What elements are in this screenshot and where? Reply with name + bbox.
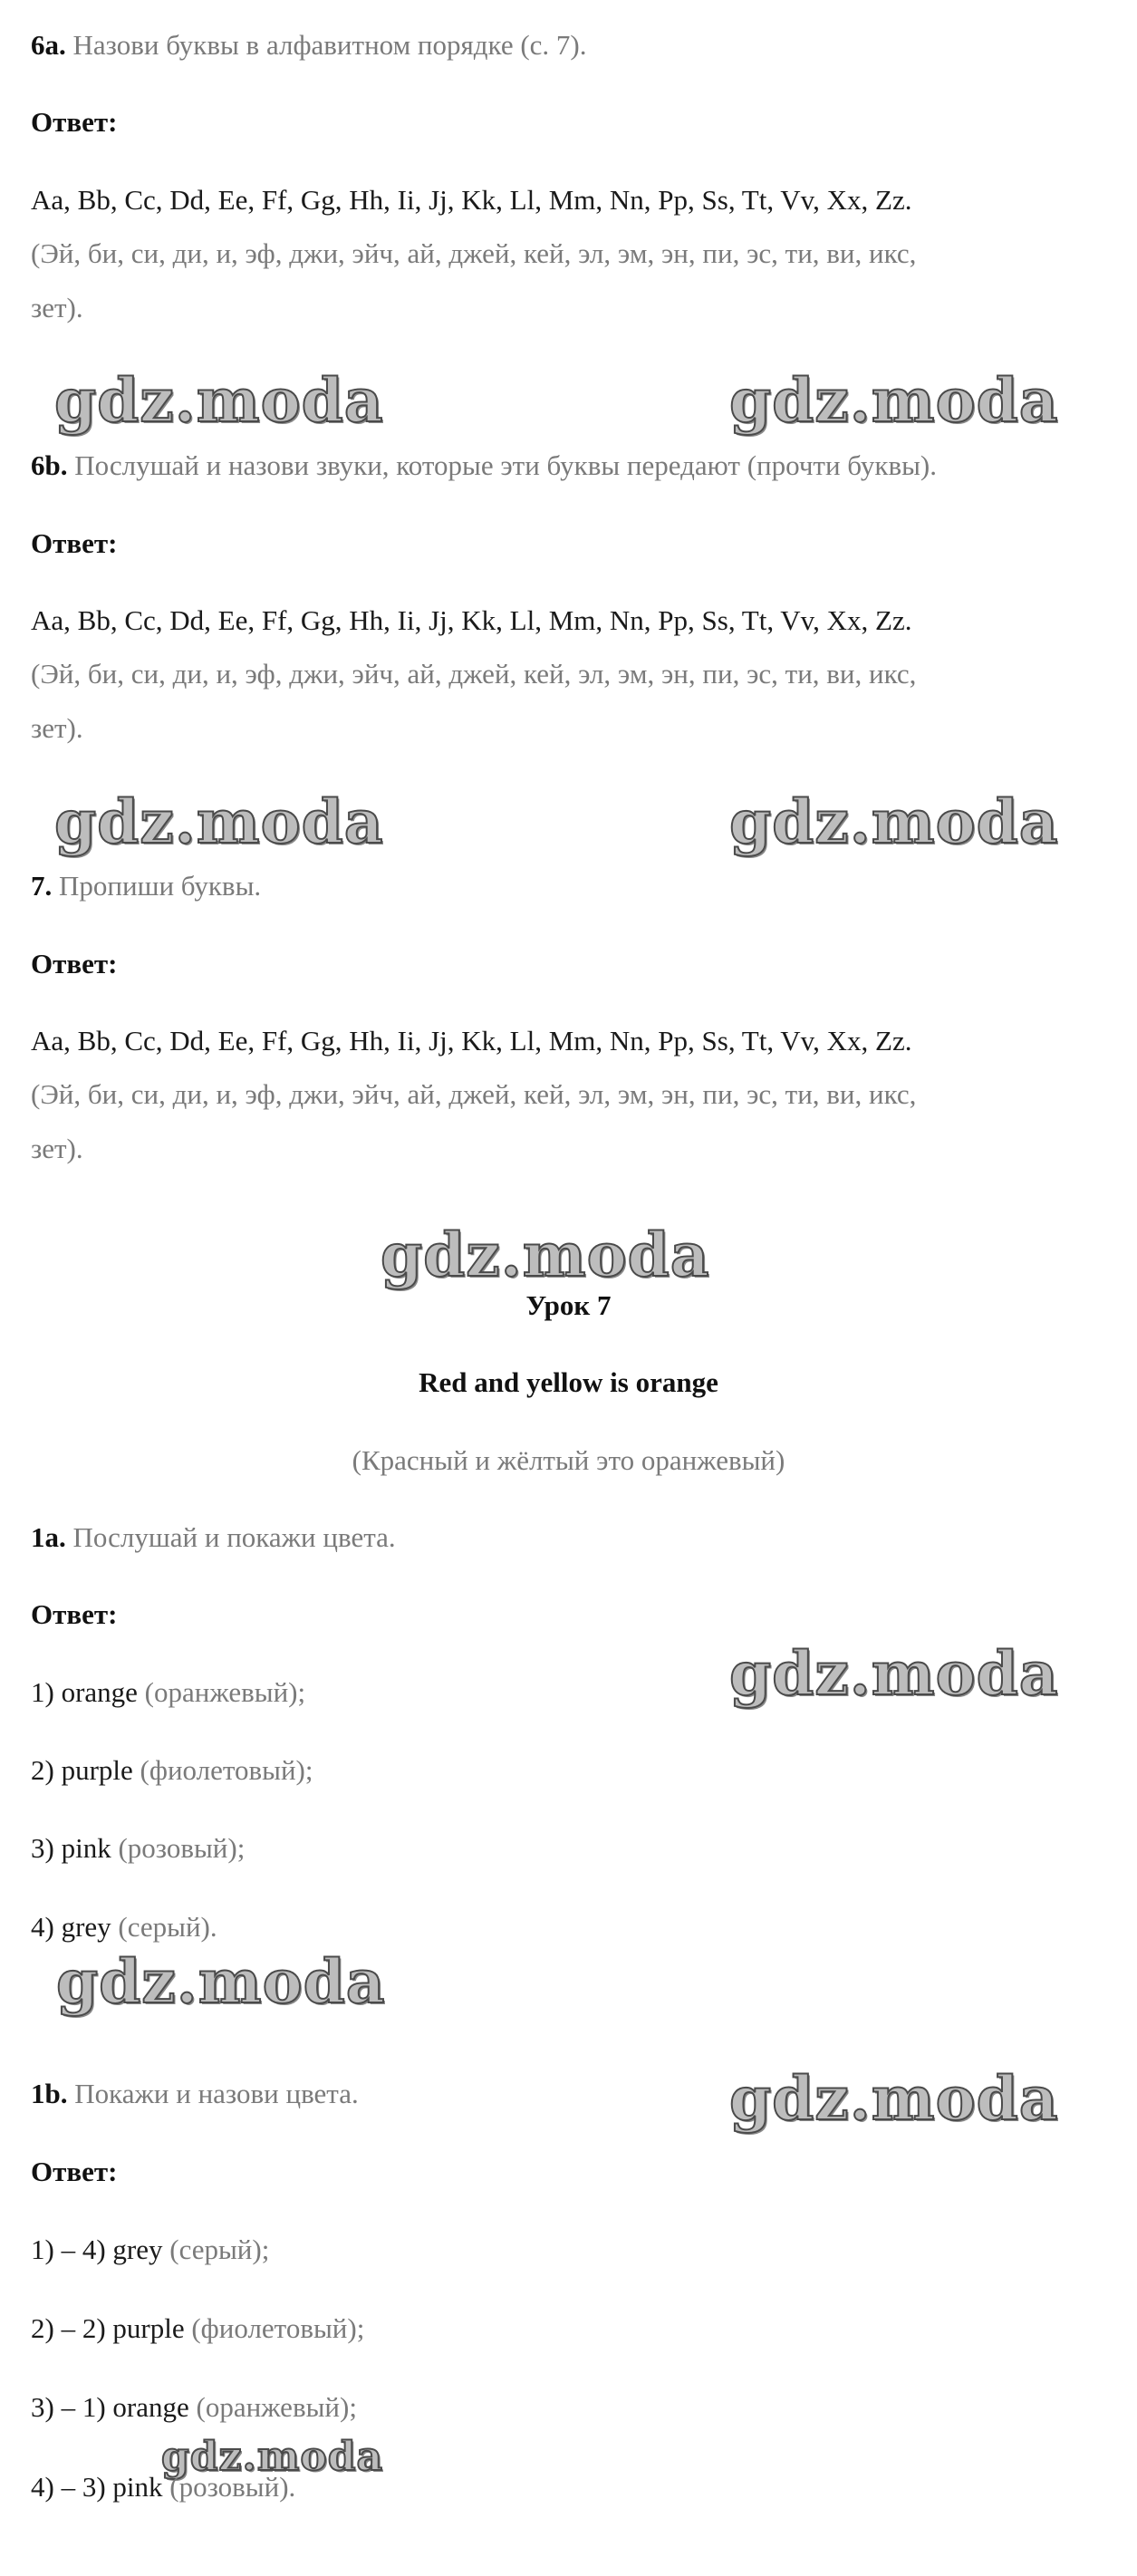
task-instruction: Послушай и назови звуки, которые эти буквы передают (прочти буквы). [67, 449, 937, 481]
color-word: orange [61, 1676, 138, 1708]
task-number: 1b. [31, 2078, 68, 2109]
task-number: 7. [31, 870, 53, 902]
watermark: gdz.moda [729, 1638, 1059, 1709]
lesson-title: Урок 7 [525, 1289, 612, 1321]
color-translation: (розовый). [162, 2471, 296, 2503]
alphabet-line: Aa, Bb, Cc, Dd, Ee, Ff, Gg, Hh, Ii, Jj, Kk, Ll, Mm, Nn, Pp, Ss, Tt, Vv, Xx, Zz. [31, 604, 912, 636]
item-prefix: 4) – 3) [31, 2471, 113, 2503]
task-6a-heading [31, 27, 587, 63]
task-instruction: Пропиши буквы. [52, 870, 262, 902]
pronunciation-line-end: зет). [31, 712, 83, 744]
task-1a-heading [31, 1520, 396, 1556]
pronunciation-line-end: зет). [31, 1133, 83, 1164]
task-number: 6a. [31, 29, 66, 61]
task-6b-heading [31, 448, 937, 484]
watermark: gdz.moda [729, 365, 1059, 436]
answer-label: Ответ: [31, 527, 118, 559]
color-word: purple [61, 1754, 133, 1786]
watermark: gdz.moda [729, 2063, 1059, 2134]
item-prefix: 3) [31, 1832, 62, 1864]
task-instruction: Покажи и назови цвета. [67, 2078, 359, 2109]
watermark: gdz.moda [729, 786, 1059, 857]
answer-item [31, 1752, 313, 1789]
color-word: grey [61, 1911, 111, 1943]
answer-item [31, 1909, 217, 1945]
task-instruction: Послушай и покажи цвета. [65, 1521, 396, 1553]
color-word: pink [112, 2471, 163, 2503]
answer-item [31, 1830, 245, 1867]
color-word: pink [61, 1832, 111, 1864]
answer-item [31, 2232, 269, 2268]
answer-item [31, 2311, 364, 2347]
pronunciation-line-end: зет). [31, 292, 83, 323]
task-number: 1a. [31, 1521, 66, 1553]
watermark: gdz.moda [381, 1220, 710, 1290]
color-word: orange [112, 2391, 189, 2423]
item-prefix: 4) [31, 1911, 62, 1943]
pronunciation-line: (Эй, би, си, ди, и, эф, джи, эйч, ай, джей, кей, эл, эм, эн, пи, эс, ти, ви, икс, [31, 1078, 917, 1110]
color-translation: (оранжевый); [188, 2391, 357, 2423]
watermark: gdz.moda [56, 1946, 386, 2017]
color-translation: (серый); [162, 2233, 270, 2265]
item-prefix: 1) – 4) [31, 2233, 113, 2265]
item-prefix: 2) – 2) [31, 2312, 113, 2344]
lesson-subtitle: Red and yellow is orange [419, 1366, 718, 1398]
pronunciation-line: (Эй, би, си, ди, и, эф, джи, эйч, ай, джей, кей, эл, эм, эн, пи, эс, ти, ви, икс, [31, 237, 917, 269]
color-translation: (оранжевый); [137, 1676, 306, 1708]
watermark: gdz.moda [161, 2434, 384, 2480]
alphabet-line: Aa, Bb, Cc, Dd, Ee, Ff, Gg, Hh, Ii, Jj, Kk, Ll, Mm, Nn, Pp, Ss, Tt, Vv, Xx, Zz. [31, 184, 912, 216]
item-prefix: 1) [31, 1676, 62, 1708]
item-prefix: 3) – 1) [31, 2391, 113, 2423]
item-prefix: 2) [31, 1754, 62, 1786]
watermark: gdz.moda [54, 786, 384, 857]
task-instruction: Назови буквы в алфавитном порядке (с. 7). [65, 29, 587, 61]
task-number: 6b. [31, 449, 68, 481]
answer-label: Ответ: [31, 2156, 118, 2187]
watermark: gdz.moda [54, 365, 384, 436]
answer-label: Ответ: [31, 948, 118, 979]
color-translation: (фиолетовый); [132, 1754, 313, 1786]
color-translation: (фиолетовый); [184, 2312, 365, 2344]
answer-item [31, 1674, 305, 1711]
answer-label: Ответ: [31, 1598, 118, 1630]
color-translation: (розовый); [111, 1832, 246, 1864]
color-word: purple [112, 2312, 185, 2344]
task-7-heading [31, 868, 261, 904]
pronunciation-line: (Эй, би, си, ди, и, эф, джи, эйч, ай, джей, кей, эл, эм, эн, пи, эс, ти, ви, икс, [31, 658, 917, 690]
answer-item [31, 2389, 357, 2426]
answer-label: Ответ: [31, 106, 118, 138]
color-translation: (серый). [111, 1911, 217, 1943]
task-1b-heading [31, 2076, 359, 2112]
color-word: grey [112, 2233, 163, 2265]
lesson-translation: (Красный и жёлтый это оранжевый) [352, 1444, 785, 1476]
answer-item [31, 2469, 295, 2505]
alphabet-line: Aa, Bb, Cc, Dd, Ee, Ff, Gg, Hh, Ii, Jj, Kk, Ll, Mm, Nn, Pp, Ss, Tt, Vv, Xx, Zz. [31, 1025, 912, 1056]
